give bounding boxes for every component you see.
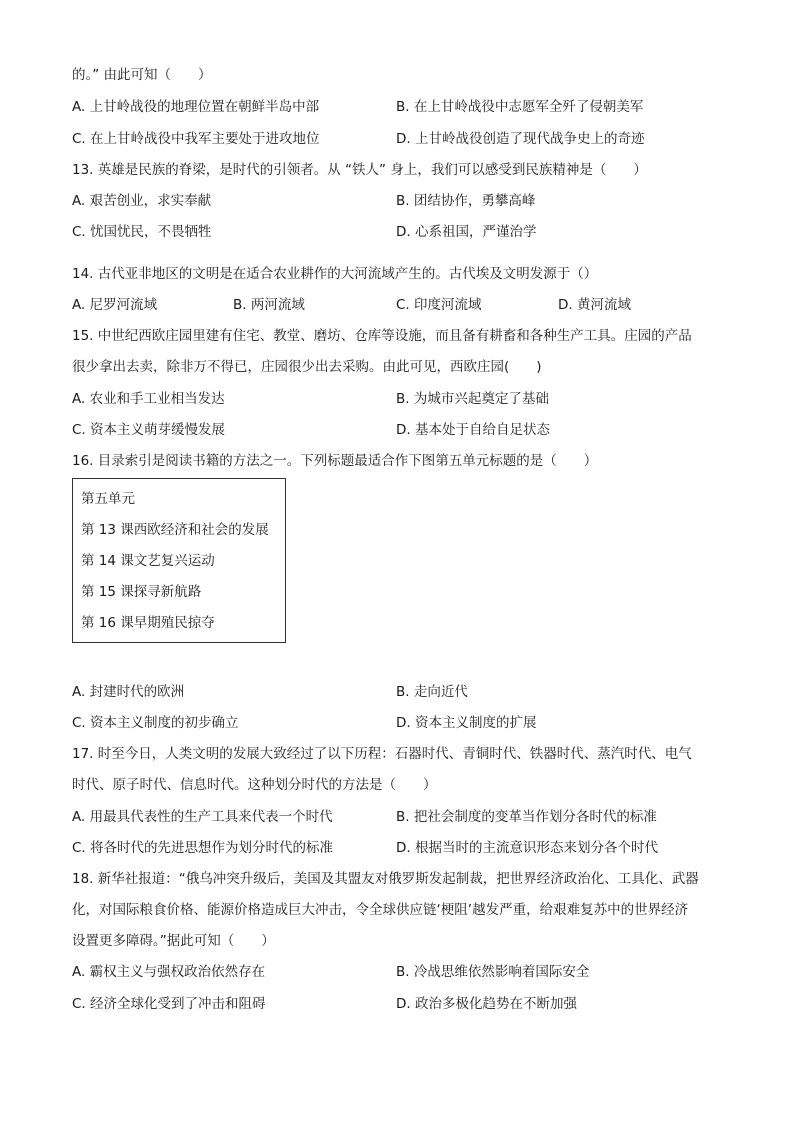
q13-option-a: A. 艰苦创业，求实奉献 (72, 193, 212, 209)
q15-stem-line-2: 很少拿出去卖，除非万不得已，庄园很少出去采购。由此可见，西欧庄园( ) (72, 359, 542, 375)
table-of-contents-box (72, 478, 286, 643)
q14-option-a: A. 尼罗河流域 (72, 297, 158, 313)
toc-lesson-14: 第 14 课文艺复兴运动 (81, 553, 215, 569)
q17-stem-line-1: 17. 时至今日，人类文明的发展大致经过了以下历程：石器时代、青铜时代、铁器时代、蒸汽时代、电气 (72, 746, 692, 762)
q12-option-c: C. 在上甘岭战役中我军主要处于进攻地位 (72, 131, 320, 147)
toc-lesson-13: 第 13 课西欧经济和社会的发展 (81, 522, 269, 538)
q15-stem-line-1: 15. 中世纪西欧庄园里建有住宅、教堂、磨坊、仓库等设施，而且备有耕畜和各种生产工具。庄园的产品 (72, 328, 692, 344)
q18-stem-line-1: 18. 新华社报道：“俄乌冲突升级后，美国及其盟友对俄罗斯发起制裁，把世界经济政治化、工具化、武器 (72, 871, 699, 887)
q17-option-d: D. 根据当时的主流意识形态来划分各个时代 (396, 840, 658, 856)
q14-option-b: B. 两河流域 (233, 297, 305, 313)
toc-unit-title: 第五单元 (81, 491, 135, 507)
q13-option-d: D. 心系祖国，严谨治学 (396, 224, 537, 240)
q16-option-c: C. 资本主义制度的初步确立 (72, 715, 239, 731)
q13-option-c: C. 忧国忧民，不畏牺牲 (72, 224, 212, 240)
q16-option-d: D. 资本主义制度的扩展 (396, 715, 537, 731)
toc-lesson-15: 第 15 课探寻新航路 (81, 584, 202, 600)
q12-option-d: D. 上甘岭战役创造了现代战争史上的奇迹 (396, 131, 645, 147)
q12-option-b: B. 在上甘岭战役中志愿军全歼了侵朝美军 (396, 99, 644, 115)
q18-option-b: B. 冷战思维依然影响着国际安全 (396, 964, 590, 980)
q17-stem-line-2: 时代、原子时代、信息时代。这种划分时代的方法是（ ） (72, 777, 437, 793)
q16-option-a: A. 封建时代的欧洲 (72, 684, 185, 700)
q18-stem-line-2: 化，对国际粮食价格、能源价格造成巨大冲击，令全球供应链‘梗阻’越发严重，给艰难复苏中的世界经济 (72, 902, 689, 918)
q17-option-b: B. 把社会制度的变革当作划分各时代的标准 (396, 809, 657, 825)
q15-option-c: C. 资本主义萌芽缓慢发展 (72, 422, 226, 438)
q18-option-d: D. 政治多极化趋势在不断加强 (396, 996, 577, 1012)
q15-option-d: D. 基本处于自给自足状态 (396, 422, 550, 438)
q16-stem: 16. 目录索引是阅读书籍的方法之一。下列标题最适合作下图第五单元标题的是（ ） (72, 453, 598, 469)
q18-option-a: A. 霸权主义与强权政治依然存在 (72, 964, 266, 980)
q12-stem-tail: 的。” 由此可知（ ） (72, 67, 212, 83)
q14-option-c: C. 印度河流域 (396, 297, 482, 313)
q15-option-a: A. 农业和手工业相当发达 (72, 391, 225, 407)
q13-stem: 13. 英雄是民族的脊梁，是时代的引领者。从 “铁人” 身上，我们可以感受到民族精神是（ ） (72, 162, 647, 178)
q12-option-a: A. 上甘岭战役的地理位置在朝鲜半岛中部 (72, 99, 320, 115)
q18-stem-line-3: 设置更多障碍。”据此可知（ ） (72, 933, 275, 949)
q14-stem: 14. 古代亚非地区的文明是在适合农业耕作的大河流域产生的。古代埃及文明发源于（） (72, 266, 598, 282)
q16-option-b: B. 走向近代 (396, 684, 468, 700)
q14-option-d: D. 黄河流域 (558, 297, 631, 313)
q18-option-c: C. 经济全球化受到了冲击和阻碍 (72, 996, 266, 1012)
q13-option-b: B. 团结协作，勇攀高峰 (396, 193, 536, 209)
q17-option-a: A. 用最具代表性的生产工具来代表一个时代 (72, 809, 333, 825)
toc-lesson-16: 第 16 课早期殖民掠夺 (81, 615, 215, 631)
q15-option-b: B. 为城市兴起奠定了基础 (396, 391, 549, 407)
q17-option-c: C. 将各时代的先进思想作为划分时代的标准 (72, 840, 334, 856)
